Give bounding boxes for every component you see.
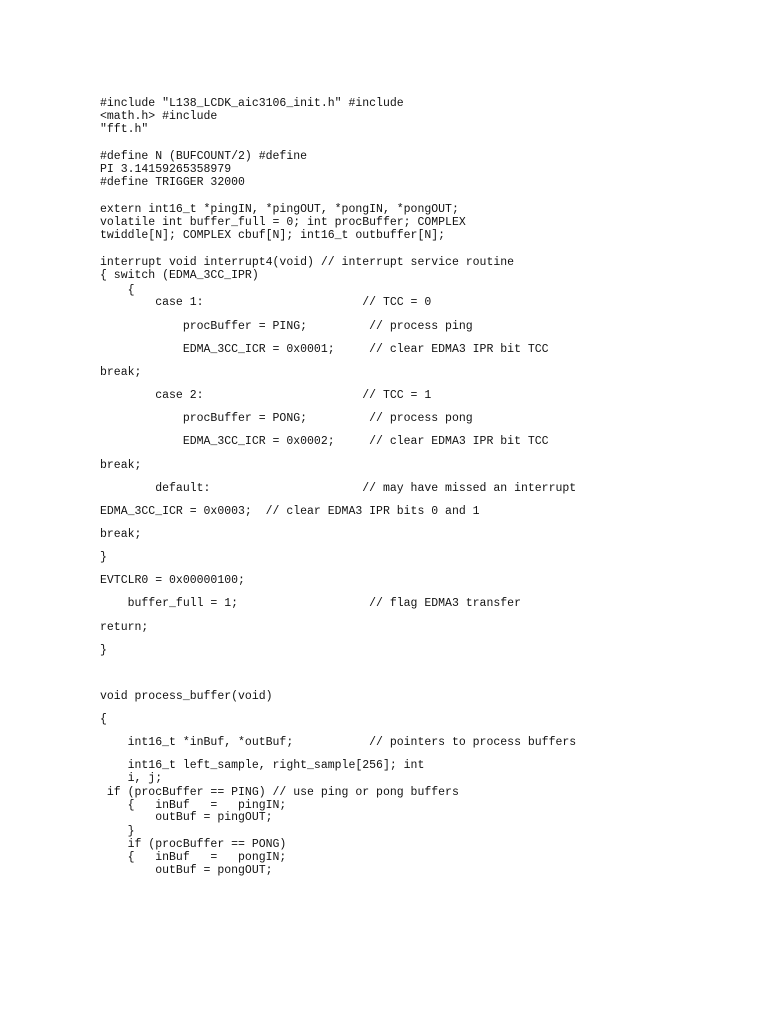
code-line: } — [100, 825, 135, 838]
code-line: break; — [100, 366, 142, 379]
code-line: { switch (EDMA_3CC_IPR) — [100, 269, 259, 282]
code-line: buffer_full = 1; // flag EDMA3 transfer — [100, 597, 521, 610]
code-line: { inBuf = pongIN; — [100, 851, 287, 864]
code-line: { — [100, 713, 107, 726]
code-line: { inBuf = pingIN; — [100, 799, 287, 812]
code-line: EDMA_3CC_ICR = 0x0001; // clear EDMA3 IPR bit TCC — [100, 343, 549, 356]
code-line: { — [100, 284, 135, 297]
code-line: #define TRIGGER 32000 — [100, 176, 245, 189]
code-line: EVTCLR0 = 0x00000100; — [100, 574, 245, 587]
code-line: } — [100, 644, 107, 657]
code-line: int16_t left_sample, right_sample[256]; int — [100, 759, 425, 772]
code-line: EDMA_3CC_ICR = 0x0003; // clear EDMA3 IPR bits 0 and 1 — [100, 505, 480, 518]
code-line: EDMA_3CC_ICR = 0x0002; // clear EDMA3 IPR bit TCC — [100, 435, 549, 448]
code-line: case 2: // TCC = 1 — [100, 389, 432, 402]
code-line: outBuf = pongOUT; — [100, 864, 273, 877]
code-line: void process_buffer(void) — [100, 690, 273, 703]
code-line: if (procBuffer == PING) // use ping or pong buffers — [100, 786, 459, 799]
code-line: #define N (BUFCOUNT/2) #define — [100, 150, 308, 163]
code-line: i, j; — [100, 772, 163, 785]
code-line: } — [100, 551, 107, 564]
code-line: break; — [100, 459, 142, 472]
code-line: "fft.h" — [100, 123, 149, 136]
code-line: procBuffer = PONG; // process pong — [100, 412, 473, 425]
code-line: PI 3.14159265358979 — [100, 163, 232, 176]
code-line: interrupt void interrupt4(void) // interrupt service routine — [100, 256, 515, 269]
code-line: outBuf = pingOUT; — [100, 811, 273, 824]
code-line: volatile int buffer_full = 0; int procBuffer; COMPLEX — [100, 216, 466, 229]
code-line: break; — [100, 528, 142, 541]
code-line: extern int16_t *pingIN, *pingOUT, *pongIN, *pongOUT; — [100, 203, 459, 216]
code-line: default: // may have missed an interrupt — [100, 482, 577, 495]
code-line: <math.h> #include — [100, 110, 218, 123]
code-line: if (procBuffer == PONG) — [100, 838, 287, 851]
code-line: procBuffer = PING; // process ping — [100, 320, 473, 333]
code-line: int16_t *inBuf, *outBuf; // pointers to process buffers — [100, 736, 577, 749]
code-line: case 1: // TCC = 0 — [100, 296, 432, 309]
code-line: #include "L138_LCDK_aic3106_init.h" #include — [100, 97, 404, 110]
code-line: return; — [100, 621, 149, 634]
code-line: twiddle[N]; COMPLEX cbuf[N]; int16_t outbuffer[N]; — [100, 229, 446, 242]
